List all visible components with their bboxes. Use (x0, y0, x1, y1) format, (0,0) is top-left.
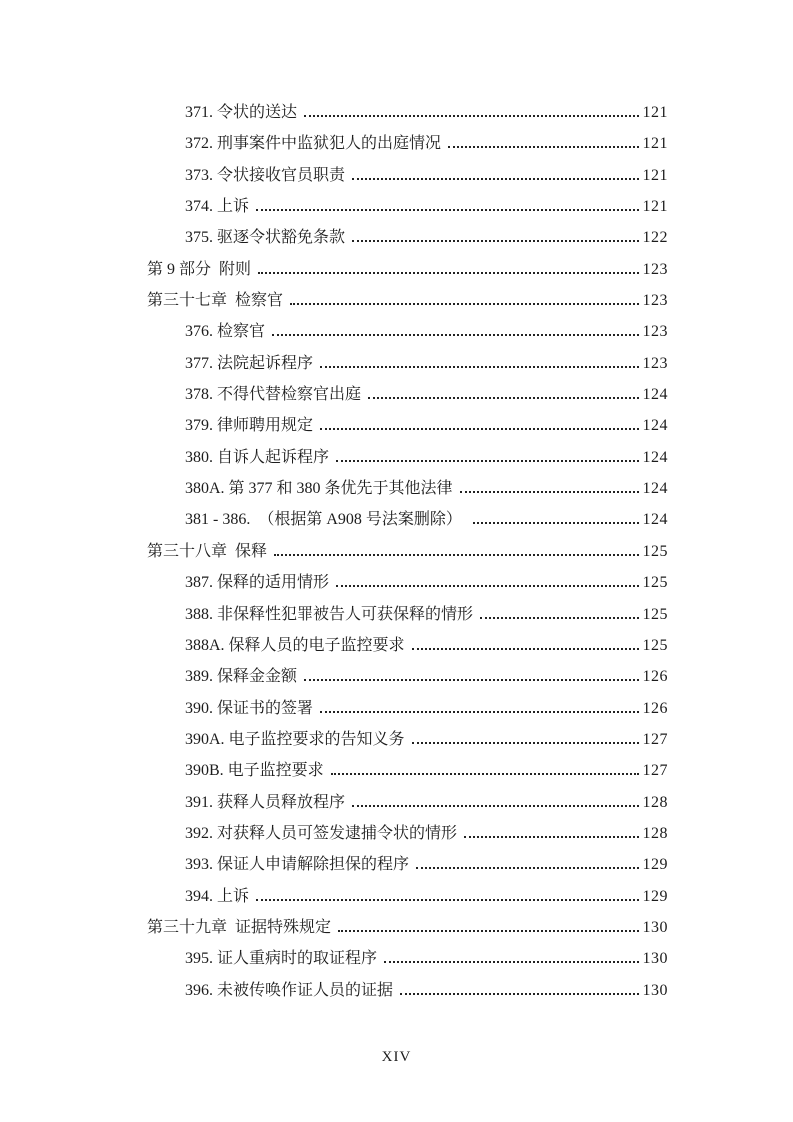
dot-leader (304, 679, 638, 681)
dot-leader (258, 272, 638, 274)
toc-entry (147, 316, 668, 347)
toc-entry-page: 123 (642, 292, 668, 310)
toc-entry-label: 391. 获释人员释放程序 (185, 793, 346, 811)
toc-entry-page: 121 (642, 198, 668, 216)
toc-entry-label: 376. 检察官 (185, 323, 266, 341)
toc-entry-label: 第三十七章 检察官 (147, 292, 284, 310)
toc-entry-label: 388. 非保释性犯罪被告人可获保释的情形 (185, 605, 474, 623)
dot-leader (304, 115, 638, 117)
dot-leader (460, 491, 639, 493)
toc-entry-page: 127 (642, 730, 668, 748)
dot-leader (412, 648, 639, 650)
dot-leader (473, 522, 639, 524)
dot-leader (448, 146, 638, 148)
toc-entry (147, 222, 668, 253)
toc-entry-page: 130 (642, 918, 668, 936)
toc-entry-page: 121 (642, 104, 668, 121)
toc-entry-page: 123 (642, 354, 668, 372)
toc-entry-label: 第 9 部分 附则 (147, 260, 252, 278)
toc-entry (147, 254, 668, 285)
dot-leader (272, 334, 638, 336)
dot-leader (290, 303, 638, 305)
toc-entry-label: 371. 令状的送达 (185, 104, 298, 121)
toc-entry-page: 126 (642, 668, 668, 686)
toc-entry-page: 125 (642, 574, 668, 592)
toc-entry (147, 285, 668, 316)
toc-entry-page: 124 (642, 448, 668, 466)
toc-entry (147, 787, 668, 818)
toc-entry-label: 379. 律师聘用规定 (185, 417, 314, 435)
toc-entry (147, 191, 668, 222)
dot-leader (336, 460, 638, 462)
page-number-footer: XIV (381, 1049, 412, 1065)
toc-entry-label: 387. 保释的适用情形 (185, 574, 330, 592)
dot-leader (320, 366, 638, 368)
dot-leader (480, 617, 638, 619)
toc-entry (147, 661, 668, 692)
toc-entry-page: 125 (642, 542, 668, 560)
toc-entry-label: 390B. 电子监控要求 (185, 762, 324, 780)
toc-entry-label: 377. 法院起诉程序 (185, 354, 314, 372)
dot-leader (338, 930, 638, 932)
toc-entry (147, 97, 668, 128)
toc-entry-page: 124 (642, 386, 668, 404)
toc-entry (147, 881, 668, 912)
toc-entry (147, 442, 668, 473)
toc-entry-label: 389. 保释金金额 (185, 668, 298, 686)
toc-entry (147, 693, 668, 724)
toc-entry-page: 124 (642, 417, 668, 435)
toc-entry-label: 380A. 第 377 和 380 条优先于其他法律 (185, 480, 453, 498)
toc-entry-page: 121 (642, 135, 668, 153)
dot-leader (274, 554, 638, 556)
toc-entry (147, 975, 668, 1006)
toc-entry (147, 348, 668, 379)
toc-entry (147, 912, 668, 943)
toc-entry-page: 130 (642, 981, 668, 999)
toc-entry (147, 160, 668, 191)
toc-entry (147, 630, 668, 661)
toc-entry (147, 849, 668, 880)
dot-leader (368, 397, 638, 399)
toc-entry (147, 818, 668, 849)
dot-leader (256, 209, 638, 211)
toc-entry-page: 127 (642, 762, 668, 780)
toc-entry-label: 381 - 386. （根据第 A908 号法案删除） (185, 511, 466, 529)
toc-entry (147, 943, 668, 974)
toc-entry (147, 755, 668, 786)
toc-entry (147, 567, 668, 598)
toc-entry (147, 724, 668, 755)
toc-entry (147, 128, 668, 159)
dot-leader (320, 428, 638, 430)
toc-entry-page: 125 (642, 605, 668, 623)
toc-entry (147, 504, 668, 535)
dot-leader (331, 773, 639, 775)
toc-entry-label: 395. 证人重病时的取证程序 (185, 950, 378, 968)
toc-entry-label: 373. 令状接收官员职责 (185, 166, 346, 184)
toc-entry-page: 129 (642, 856, 668, 874)
dot-leader (464, 836, 638, 838)
toc-entry (147, 599, 668, 630)
toc-entry-page: 124 (642, 480, 668, 498)
toc-entry-label: 396. 未被传唤作证人员的证据 (185, 981, 394, 999)
dot-leader (336, 585, 638, 587)
toc-entry-label: 380. 自诉人起诉程序 (185, 448, 330, 466)
toc-entry-label: 第三十八章 保释 (147, 542, 268, 560)
dot-leader (412, 742, 639, 744)
dot-leader (400, 993, 638, 995)
toc-entry-label: 374. 上诉 (185, 198, 250, 216)
dot-leader (352, 178, 638, 180)
toc-entry-label: 394. 上诉 (185, 887, 250, 905)
dot-leader (352, 805, 638, 807)
toc-entry (147, 536, 668, 567)
toc-entry-page: 122 (642, 229, 668, 247)
dot-leader (256, 899, 638, 901)
toc-entry-page: 130 (642, 950, 668, 968)
toc-entry-label: 378. 不得代替检察官出庭 (185, 386, 362, 404)
toc-entry-label: 390. 保证书的签署 (185, 699, 314, 717)
toc-entry-page: 126 (642, 699, 668, 717)
toc-entry-page: 125 (642, 636, 668, 654)
toc-entry-label: 375. 驱逐令状豁免条款 (185, 229, 346, 247)
toc-entry-label: 390A. 电子监控要求的告知义务 (185, 730, 405, 748)
dot-leader (320, 711, 638, 713)
dot-leader (384, 961, 638, 963)
toc-entry-page: 121 (642, 166, 668, 184)
toc-entry (147, 410, 668, 441)
toc-entry-label: 388A. 保释人员的电子监控要求 (185, 636, 405, 654)
toc-entry-label: 392. 对获释人员可签发逮捕令状的情形 (185, 824, 458, 842)
toc-entry-label: 393. 保证人申请解除担保的程序 (185, 856, 410, 874)
toc-entry-page: 124 (642, 511, 668, 529)
toc-entry-page: 128 (642, 824, 668, 842)
toc-list (147, 97, 668, 1006)
toc-entry-label: 372. 刑事案件中监狱犯人的出庭情况 (185, 135, 442, 153)
toc-entry-page: 123 (642, 260, 668, 278)
dot-leader (416, 867, 638, 869)
toc-entry (147, 473, 668, 504)
toc-entry-page: 129 (642, 887, 668, 905)
dot-leader (352, 240, 638, 242)
toc-entry-label: 第三十九章 证据特殊规定 (147, 918, 332, 936)
toc-entry-page: 128 (642, 793, 668, 811)
toc-entry (147, 379, 668, 410)
toc-entry-page: 123 (642, 323, 668, 341)
